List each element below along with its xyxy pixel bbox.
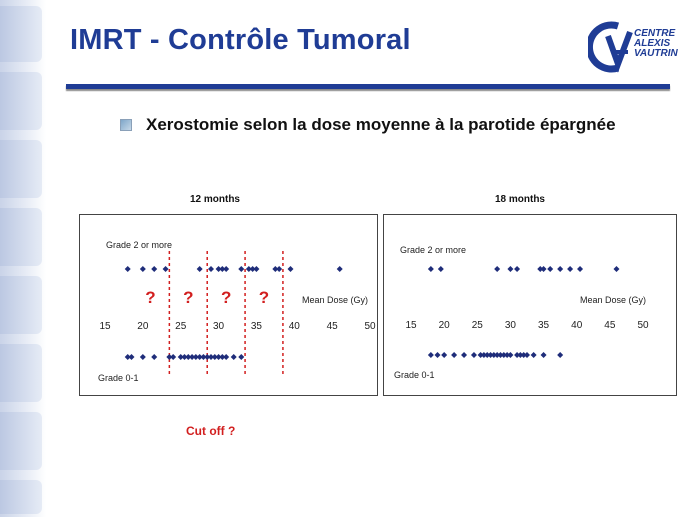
data-point <box>567 266 573 272</box>
centre-alexis-vautrin-logo <box>588 18 678 74</box>
data-point <box>507 352 513 358</box>
data-point <box>438 266 444 272</box>
data-point <box>288 266 294 272</box>
strip-block <box>0 276 42 334</box>
title-underline <box>66 84 670 89</box>
strip-block <box>0 412 42 470</box>
data-point <box>557 266 563 272</box>
data-point <box>524 352 530 358</box>
strip-block <box>0 72 42 130</box>
cutoff-question: Cut off ? <box>186 424 236 438</box>
x-tick-label: 25 <box>471 320 483 331</box>
left-decorative-strip <box>0 0 46 517</box>
cutoff-question-mark: ? <box>258 288 270 307</box>
data-point <box>140 354 146 360</box>
data-point <box>197 266 203 272</box>
x-tick-label: 30 <box>213 321 225 332</box>
logo-text-line2: ALEXIS <box>634 38 671 49</box>
x-tick-label: 20 <box>438 320 450 331</box>
data-point <box>461 352 467 358</box>
x-tick-label: 20 <box>137 321 149 332</box>
data-point <box>494 266 500 272</box>
series-label-grade01: Grade 0-1 <box>394 370 435 380</box>
cutoff-question-mark: ? <box>145 288 156 307</box>
data-point <box>151 266 157 272</box>
bullet-text: Xerostomie selon la dose moyenne à la parotide épargnée <box>146 115 616 134</box>
data-point <box>276 266 282 272</box>
x-tick-label: 50 <box>637 320 649 331</box>
data-point <box>531 352 537 358</box>
data-point <box>125 266 131 272</box>
series-label-grade01: Grade 0-1 <box>98 373 139 383</box>
data-point <box>231 354 237 360</box>
data-point <box>337 266 343 272</box>
strip-block <box>0 480 42 514</box>
chart-18-months <box>384 215 676 395</box>
data-point <box>238 354 244 360</box>
series-label-grade2: Grade 2 or more <box>106 240 173 250</box>
x-tick-label: 50 <box>364 321 376 332</box>
logo-v-shape <box>608 32 630 64</box>
cutoff-question-mark: ? <box>220 288 232 307</box>
data-point <box>163 266 169 272</box>
data-point <box>253 266 259 272</box>
data-point <box>547 266 553 272</box>
data-point <box>428 352 434 358</box>
x-axis-label: Mean Dose (Gy) <box>580 295 647 305</box>
x-tick-label: 30 <box>504 320 516 331</box>
data-point <box>514 266 520 272</box>
data-point <box>208 266 214 272</box>
x-tick-label: 35 <box>250 321 262 332</box>
logo-text-line3: VAUTRIN <box>634 48 678 59</box>
x-tick-label: 25 <box>175 321 187 332</box>
data-point <box>223 354 229 360</box>
strip-block <box>0 208 42 266</box>
cutoff-question-mark: ? <box>183 288 194 307</box>
x-tick-label: 40 <box>288 321 300 332</box>
slide-title: IMRT - Contrôle Tumoral <box>70 24 411 56</box>
x-tick-label: 45 <box>604 320 616 331</box>
data-point <box>238 266 244 272</box>
data-point <box>435 352 441 358</box>
strip-block <box>0 344 42 402</box>
x-tick-label: 40 <box>571 320 583 331</box>
chart-title-12-months: 12 months <box>189 194 240 205</box>
x-tick-label: 35 <box>538 320 550 331</box>
chart-12-months <box>80 215 377 395</box>
data-point <box>151 354 157 360</box>
data-point <box>613 266 619 272</box>
x-tick-label: 15 <box>405 320 417 331</box>
data-point <box>223 266 229 272</box>
data-point <box>441 352 447 358</box>
logo-text-line1: CENTRE <box>634 28 676 39</box>
data-point <box>140 266 146 272</box>
data-point <box>129 354 135 360</box>
data-point <box>507 266 513 272</box>
strip-block <box>0 140 42 198</box>
data-point <box>471 352 477 358</box>
data-point <box>428 266 434 272</box>
chart-panel-18-months <box>383 214 677 396</box>
x-axis-label: Mean Dose (Gy) <box>302 295 369 305</box>
data-point <box>577 266 583 272</box>
x-tick-label: 45 <box>326 321 338 332</box>
x-tick-label: 15 <box>99 321 111 332</box>
bullet-icon <box>120 119 132 131</box>
chart-panel-12-months <box>79 214 378 396</box>
chart-title-18-months: 18 months <box>494 194 545 205</box>
data-point <box>451 352 457 358</box>
data-point <box>541 352 547 358</box>
data-point <box>557 352 563 358</box>
series-label-grade2: Grade 2 or more <box>400 245 467 255</box>
strip-block <box>0 6 42 62</box>
data-point <box>170 354 176 360</box>
data-point <box>541 266 547 272</box>
